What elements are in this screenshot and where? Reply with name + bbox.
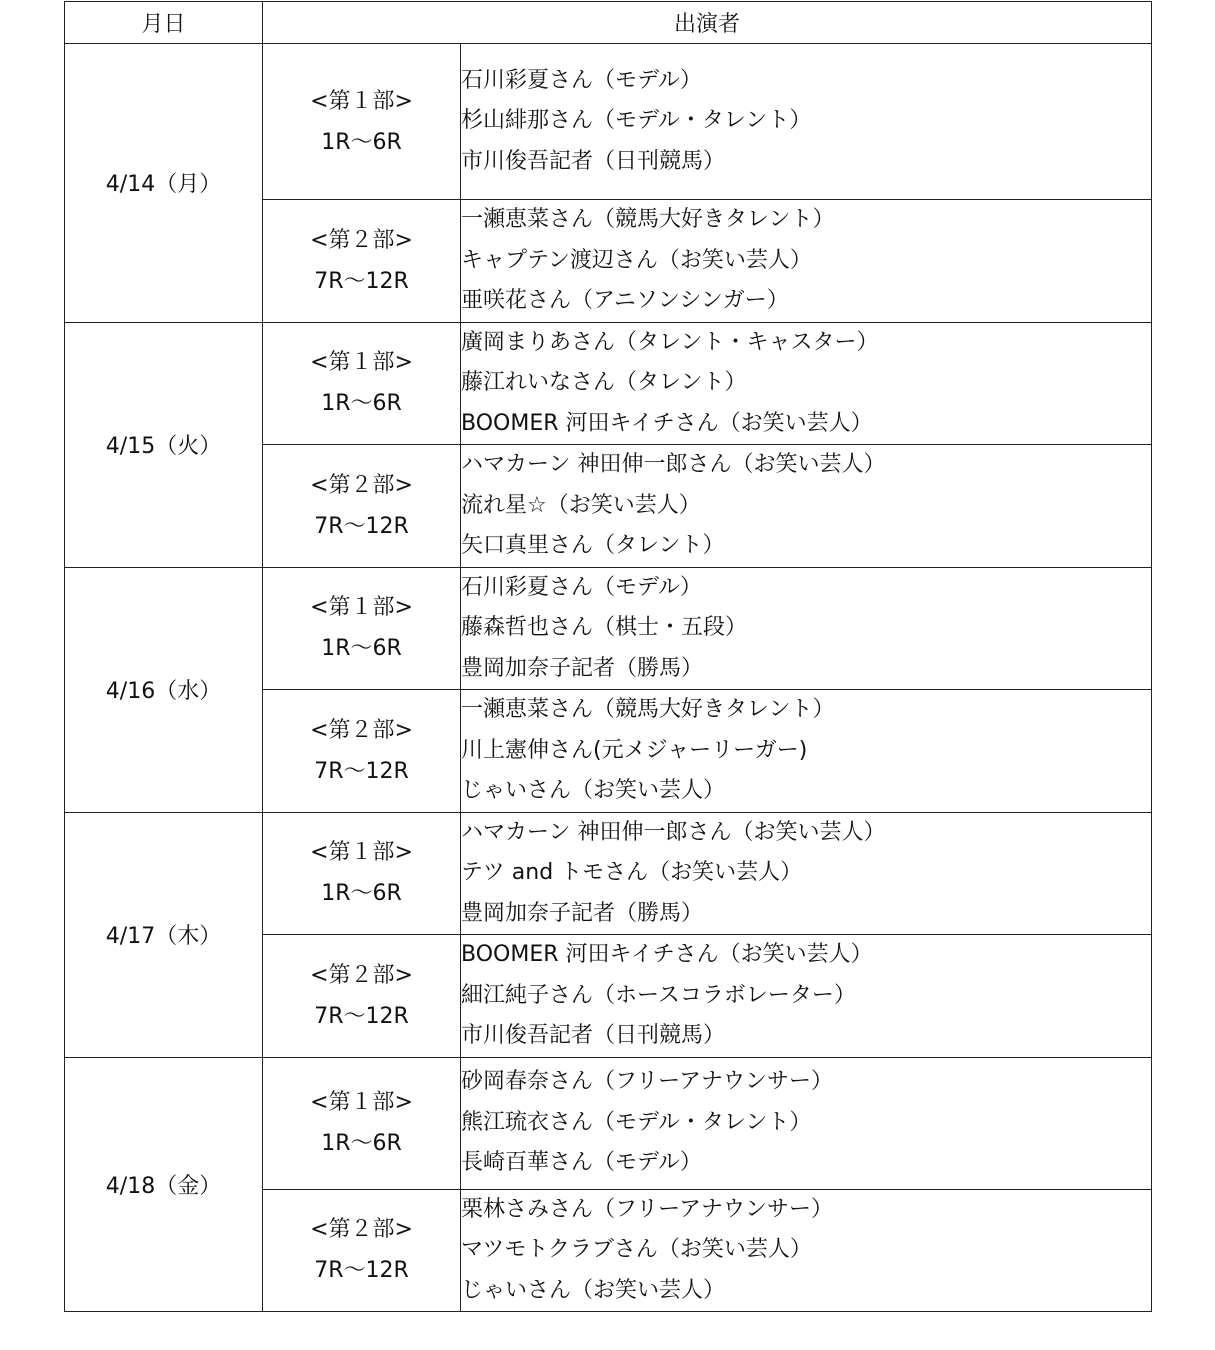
performers-cell bbox=[461, 1057, 1152, 1189]
table-row bbox=[65, 1057, 1152, 1189]
session-cell bbox=[263, 200, 461, 323]
session-cell bbox=[263, 44, 461, 200]
table-row bbox=[65, 322, 1152, 445]
performer-name: 一瀬恵菜さん（競馬大好きタレント） bbox=[461, 697, 835, 722]
session-cell bbox=[263, 1057, 461, 1189]
session-cell bbox=[263, 445, 461, 568]
performer-name: BOOMER 河田キイチさん（お笑い芸人） bbox=[461, 942, 873, 967]
header-row bbox=[65, 2, 1152, 44]
session-races: 1R～6R bbox=[321, 129, 402, 155]
session-label: <第１部> bbox=[310, 595, 413, 621]
performer-name: 栗林さみさん（フリーアナウンサー） bbox=[461, 1196, 834, 1222]
session-cell bbox=[263, 690, 461, 813]
session-races: 7R～12R bbox=[314, 1258, 409, 1284]
performers-cell bbox=[461, 1189, 1152, 1312]
performer-name: BOOMER 河田キイチさん（お笑い芸人） bbox=[461, 410, 873, 436]
session-label: <第２部> bbox=[310, 227, 413, 253]
performer-name: 豊岡加奈子記者（勝馬） bbox=[461, 900, 704, 926]
session-label: <第１部> bbox=[310, 1090, 413, 1115]
performer-name: ハマカーン 神田伸一郎さん（お笑い芸人） bbox=[461, 452, 886, 477]
session-cell bbox=[263, 567, 461, 690]
schedule-table bbox=[64, 1, 1152, 1312]
performers-cell bbox=[461, 812, 1152, 935]
performer-name: 川上憲伸さん(元メジャーリーガー) bbox=[461, 737, 808, 763]
performer-name: 豊岡加奈子記者（勝馬） bbox=[461, 655, 704, 681]
performer-name: キャプテン渡辺さん（お笑い芸人） bbox=[461, 247, 812, 273]
session-label: <第２部> bbox=[310, 962, 413, 988]
performer-name: 長崎百華さん（モデル） bbox=[461, 1150, 702, 1176]
session-label: <第１部> bbox=[310, 88, 413, 114]
performer-name: 砂岡春奈さん（フリーアナウンサー） bbox=[461, 1069, 834, 1095]
performer-name: 市川俊吾記者（日刊競馬） bbox=[461, 148, 726, 174]
performer-name: 流れ星☆（お笑い芸人） bbox=[461, 492, 701, 518]
date-cell: 4/18（金） bbox=[65, 1057, 263, 1312]
date-cell: 4/16（水） bbox=[65, 567, 263, 812]
performer-name: 熊江琉衣さん（モデル・タレント） bbox=[461, 1109, 812, 1135]
session-cell bbox=[263, 935, 461, 1058]
session-races: 7R～12R bbox=[314, 513, 409, 539]
performer-name: じゃいさん（お笑い芸人） bbox=[461, 778, 726, 803]
performer-name: 細江純子さん（ホースコラボレーター） bbox=[461, 982, 856, 1008]
session-races: 7R～12R bbox=[314, 758, 409, 784]
performer-name: 亜咲花さん（アニソンシンガー） bbox=[461, 288, 789, 313]
performers-cell bbox=[461, 322, 1152, 445]
date-cell: 4/17（木） bbox=[65, 812, 263, 1057]
session-label: <第２部> bbox=[310, 472, 413, 498]
header-performers: 出演者 bbox=[263, 2, 1152, 44]
performer-name: 杉山緋那さん（モデル・タレント） bbox=[461, 108, 812, 134]
performer-name: テツ and トモさん（お笑い芸人） bbox=[461, 860, 803, 885]
table-row bbox=[65, 567, 1152, 690]
performer-name: ハマカーン 神田伸一郎さん（お笑い芸人） bbox=[461, 819, 886, 845]
session-cell bbox=[263, 322, 461, 445]
session-races: 7R～12R bbox=[314, 268, 409, 294]
performer-name: マツモトクラブさん（お笑い芸人） bbox=[461, 1237, 812, 1262]
session-label: <第１部> bbox=[310, 840, 413, 866]
header-date: 月日 bbox=[65, 2, 263, 44]
performers-cell bbox=[461, 935, 1152, 1058]
table-row bbox=[65, 812, 1152, 935]
session-races: 1R～6R bbox=[321, 391, 402, 417]
performer-name: 石川彩夏さん（モデル） bbox=[461, 67, 702, 93]
session-cell bbox=[263, 812, 461, 935]
session-races: 1R～6R bbox=[321, 636, 402, 662]
performers-cell bbox=[461, 690, 1152, 813]
performer-name: じゃいさん（お笑い芸人） bbox=[461, 1277, 726, 1303]
session-races: 1R～6R bbox=[321, 881, 402, 907]
performer-name: 廣岡まりあさん（タレント・キャスター） bbox=[461, 329, 879, 355]
performer-name: 石川彩夏さん（モデル） bbox=[461, 574, 702, 600]
table-row bbox=[65, 44, 1152, 200]
date-cell: 4/15（火） bbox=[65, 322, 263, 567]
performer-name: 一瀬恵菜さん（競馬大好きタレント） bbox=[461, 207, 835, 232]
date-cell: 4/14（月） bbox=[65, 44, 263, 323]
session-cell bbox=[263, 1189, 461, 1312]
session-races: 7R～12R bbox=[314, 1003, 409, 1029]
session-label: <第２部> bbox=[310, 1217, 413, 1243]
performer-name: 市川俊吾記者（日刊競馬） bbox=[461, 1023, 726, 1048]
performers-cell bbox=[461, 445, 1152, 568]
performers-cell bbox=[461, 44, 1152, 200]
performer-name: 矢口真里さん（タレント） bbox=[461, 533, 725, 558]
performers-cell bbox=[461, 200, 1152, 323]
performers-cell bbox=[461, 567, 1152, 690]
session-label: <第１部> bbox=[310, 350, 413, 376]
performer-name: 藤森哲也さん（棋士・五段） bbox=[461, 615, 748, 640]
session-label: <第２部> bbox=[310, 717, 413, 743]
session-races: 1R～6R bbox=[321, 1131, 402, 1156]
performer-name: 藤江れいなさん（タレント） bbox=[461, 370, 747, 395]
